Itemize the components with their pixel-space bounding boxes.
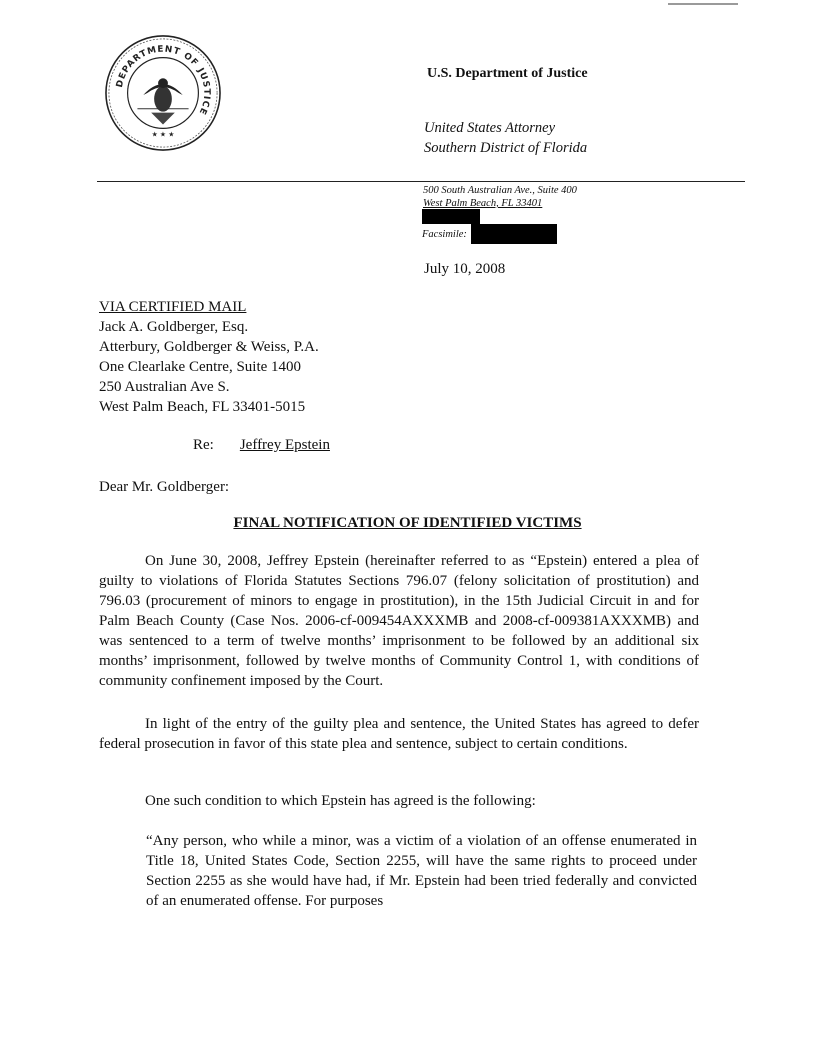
facsimile-line [422,224,557,244]
quoted-condition: “Any person, who while a minor, was a victim of a violation of an offense enumerated in Title 18, United States Code, Section 2255, will have the same rights to proceed under Section 2255 as she would have had, if Mr. Epstein had been tried federally and convicted of an enumerated offense. For purposes [146,833,697,909]
letter-date: July 10, 2008 [424,261,506,277]
redaction-bar [422,209,480,224]
recipient-block [99,297,319,417]
body-paragraph: In light of the entry of the guilty plea and sentence, the United States has agreed to defer federal prosecution in favor of this state plea and sentence, subject to certain conditions. [99,716,699,752]
address-street: 500 South Australian Ave., Suite 400 [423,185,577,196]
recipient-address-line: West Palm Beach, FL 33401-5015 [99,399,306,415]
recipient-address-line: One Clearlake Centre, Suite 1400 [99,359,302,375]
svg-text:★ ★ ★: ★ ★ ★ [151,130,175,139]
re-label: Re: [193,437,214,453]
address-city: West Palm Beach, FL 33401 [423,198,543,209]
re-line [193,437,330,454]
seal-text: DEPARTMENT OF JUSTICE [114,44,212,117]
body-paragraph: On June 30, 2008, Jeffrey Epstein (hereinafter referred to as “Epstein) entered a plea of guilty to violations of Florida Statutes Sections 796.07 (felony solicitation of prostitution) and 796.03 (procurement of minors to engage in prostitution), in the 15th Judicial Circuit in and for Palm Beach County (Case Nos. 2006-cf-009454AXXXMB and 2008-cf-009381AXXXMB) and was sentenced to a term of twelve months’ imprisonment to be followed by an additional six months’ imprisonment, followed by twelve months of Community Control 1, with conditions of community confinement imposed by the Court. [99,553,699,689]
letterhead-divider [97,181,745,182]
re-subject: Jeffrey Epstein [239,437,330,453]
recipient-name: Jack A. Goldberger, Esq. [99,319,249,335]
office-block [424,118,587,158]
scan-artifact-line [668,3,738,5]
recipient-firm: Atterbury, Goldberger & Weiss, P.A. [99,339,319,355]
delivery-method: VIA CERTIFIED MAIL [99,299,247,315]
facsimile-label: Facsimile: [422,228,467,240]
agency-name: U.S. Department of Justice [427,66,588,81]
letter-heading: FINAL NOTIFICATION OF IDENTIFIED VICTIMS [233,515,582,531]
office-title: United States Attorney [424,120,556,136]
redaction-bar [471,224,557,244]
office-address [423,184,577,210]
salutation: Dear Mr. Goldberger: [99,479,230,495]
office-district: Southern District of Florida [424,140,588,156]
body-paragraph: One such condition to which Epstein has agreed is the following: [145,793,536,809]
recipient-address-line: 250 Australian Ave S. [99,379,230,395]
doj-seal-emblem [104,34,222,152]
